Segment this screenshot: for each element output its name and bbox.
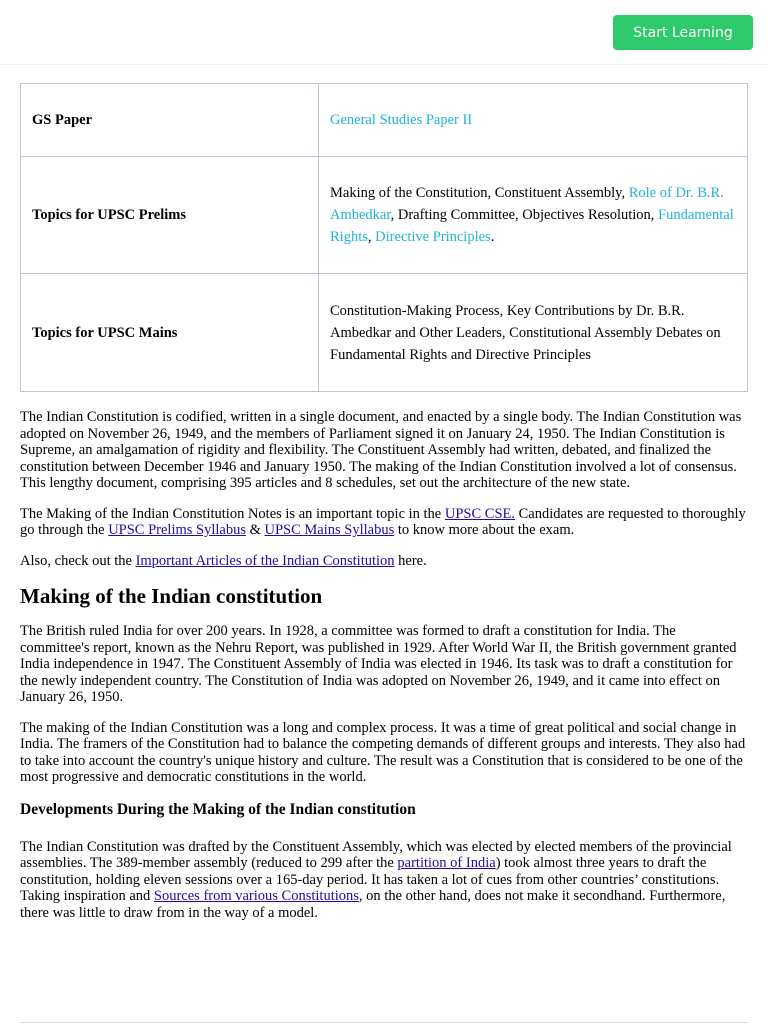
process-paragraph: The making of the Indian Constitution was a long and complex process. It was a time of great political and social change in India. The framers of the Constitution had to balance the competing demands of different groups and interests. They also had to take into account the country's unique history and culture. The result was a Constitution that is considered to be one of the most progressive and democratic constitutions in the world. (20, 719, 746, 785)
text-segment: to know more about the exam. (394, 522, 575, 538)
subsection-heading: Developments During the Making of the Indian constitution (20, 800, 416, 818)
gs-paper-link[interactable]: General Studies Paper II (330, 112, 473, 128)
bottom-divider (20, 1022, 748, 1023)
text-segment: , Drafting Committee, Objectives Resolution, (390, 207, 659, 223)
intro-paragraph: The Indian Constitution is codified, written in a single document, and enacted by a single body. The Indian Constitution was adopted on November 26, 1949, and the members of Parliament signed it on January 24, 1950. The Indian Constitution is Supreme, an amalgamation of rigidity and flexibility. The Constituent Assembly had written, debated, and finalized the constitution between December 1946 and January 1950. The making of the Indian Constitution involved a lot of consensus. This lengthy document, comprising 395 articles and 8 schedules, set out the architecture of the new state. (20, 409, 742, 491)
text-segment: Candidates are requested to thoroughly go through the (20, 505, 746, 538)
text-segment: , on the other hand, does not make it secondhand. Furthermore, there was little to draw from in the way of a model. (20, 888, 726, 921)
row-key: GS Paper (21, 84, 319, 157)
article-body (20, 409, 748, 935)
developments-paragraph (20, 839, 748, 922)
also-check-paragraph (20, 553, 748, 570)
row-key: Topics for UPSC Prelims (21, 157, 319, 274)
row-key: Topics for UPSC Mains (21, 274, 319, 392)
row-value (319, 84, 748, 157)
section-heading: Making of the Indian constitution (20, 584, 323, 608)
text-segment: Also, check out the (20, 552, 136, 569)
start-learning-button[interactable]: Start Learning (613, 15, 753, 50)
sources-constitutions-link[interactable]: Sources from various Constitutions (153, 888, 359, 904)
ambedkar-role-link[interactable]: Role of Dr. B.R. Ambedkar (330, 185, 724, 223)
text-segment: ) took almost three years to draft the constitution, holding eleven sessions over a 165-day period. It has taken a lot of cues from other countries’ constitutions. Taking inspiration and (20, 855, 720, 904)
important-articles-link[interactable]: Important Articles of the Indian Constitution (135, 552, 395, 569)
upsc-paragraph (20, 506, 748, 539)
upsc-cse-link[interactable]: UPSC CSE. (444, 505, 515, 522)
top-bar (0, 0, 768, 65)
text-segment: , (367, 229, 376, 245)
history-paragraph: The British ruled India for over 200 years. In 1928, a committee was formed to draft a constitution for India. The committee's report, known as the Nehru Report, was published in 1929. After World War II, the British government granted India independence in 1947. The Constituent Assembly of India was elected in 1946. Its task was to draft a constitution for the newly independent country. The Constitution of India was adopted on November 26, 1949, and it came into effect on January 26, 1950. (20, 623, 737, 705)
directive-principles-link[interactable]: Directive Principles (375, 229, 491, 245)
table-row (21, 84, 748, 157)
topic-info-table (20, 83, 748, 392)
text-segment: . (490, 229, 495, 245)
table-row (21, 157, 748, 274)
text-segment: The Indian Constitution was drafted by the Constituent Assembly, which was elected by elected members of the provincial assemblies. The 389-member assembly (reduced to 299 after the (20, 838, 732, 871)
prelims-syllabus-link[interactable]: UPSC Prelims Syllabus (108, 522, 246, 538)
text-segment: & (245, 522, 265, 538)
text-segment: Making of the Constitution, Constituent Assembly, (330, 185, 629, 201)
partition-of-india-link[interactable]: partition of India (397, 855, 496, 871)
table-row (21, 274, 748, 392)
row-value (319, 157, 748, 274)
text-segment: The Making of the Indian Constitution Notes is an important topic in the (20, 505, 445, 522)
text-segment: here. (394, 552, 427, 569)
row-value: Constitution-Making Process, Key Contributions by Dr. B.R. Ambedkar and Other Leaders, Constitutional Assembly Debates on Fundamental Rights and Directive Principles (319, 274, 748, 392)
fundamental-rights-link[interactable]: Fundamental Rights (330, 207, 734, 245)
mains-syllabus-link[interactable]: UPSC Mains Syllabus (264, 522, 395, 538)
